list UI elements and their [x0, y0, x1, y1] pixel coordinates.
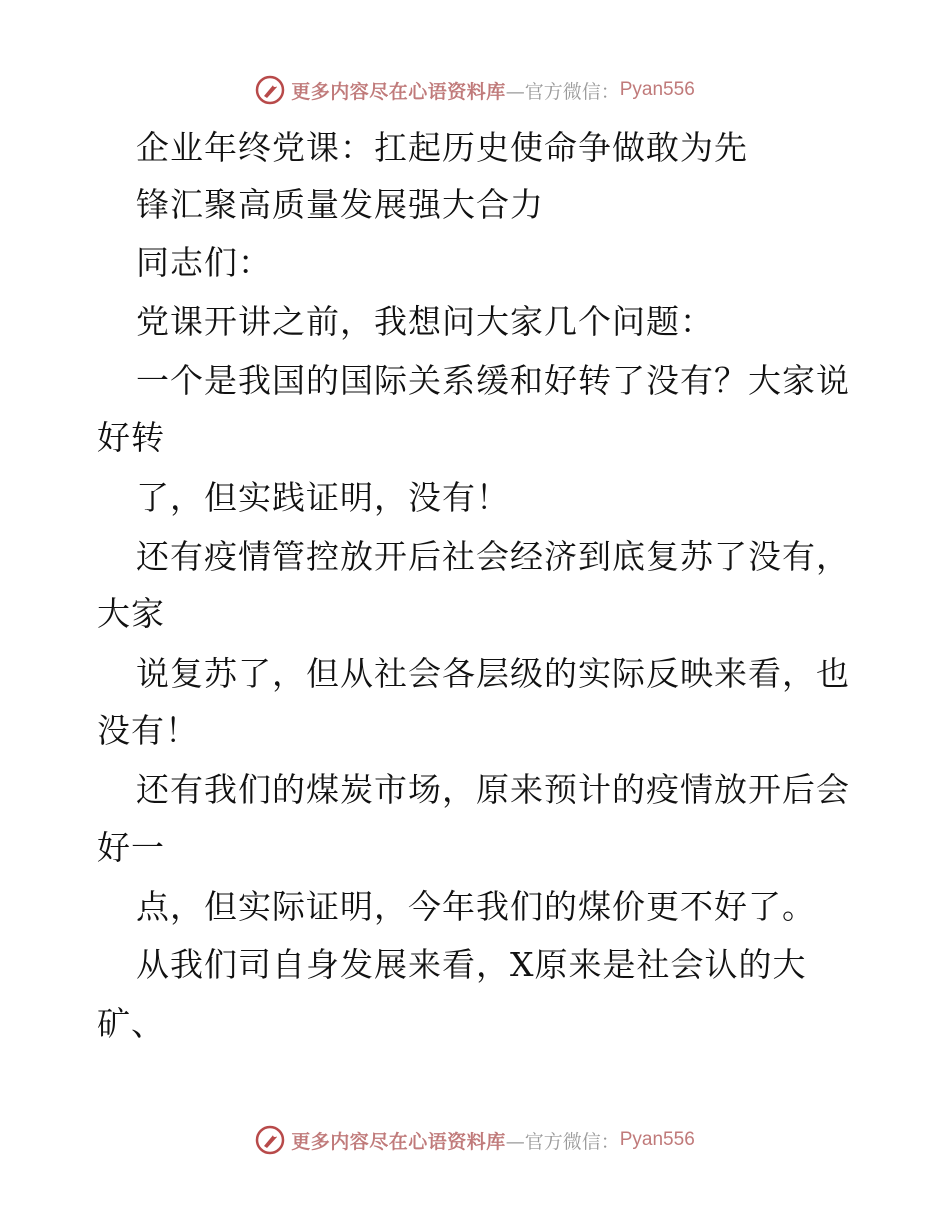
paragraph-line: 一个是我国的国际关系缓和好转了没有？大家说	[136, 361, 850, 400]
paragraph-line: 没有！	[97, 711, 199, 750]
paragraph-line: 还有疫情管控放开后社会经济到底复苏了没有，	[136, 537, 850, 576]
watermark-wechat-id: Pyan556	[619, 1129, 695, 1150]
paragraph-line: 了，但实践证明，没有！	[136, 478, 510, 517]
watermark-text: 更多内容尽在心语资料库	[291, 80, 506, 103]
paragraph-line: 大家	[97, 594, 165, 633]
watermark-separator: —官方微信：	[505, 1130, 620, 1153]
paragraph-line: 从我们司自身发展来看，X原来是社会认的大	[136, 945, 807, 984]
watermark-text: 更多内容尽在心语资料库	[291, 1130, 506, 1153]
paragraph-line: 还有我们的煤炭市场，原来预计的疫情放开后会	[136, 770, 850, 809]
paragraph-line: 说复苏了，但从社会各层级的实际反映来看，也	[136, 654, 850, 693]
title-line-2: 锋汇聚高质量发展强大合力	[136, 185, 544, 224]
paragraph-line: 矿、	[97, 1004, 165, 1043]
watermark-wechat-id: Pyan556	[619, 79, 695, 100]
paragraph-line: 好转	[97, 418, 165, 457]
paragraph-line: 点，但实际证明，今年我们的煤价更不好了。	[136, 887, 816, 926]
watermark-separator: —官方微信：	[505, 80, 620, 103]
pen-nib-seal-icon	[255, 1125, 285, 1155]
pen-nib-seal-icon	[255, 75, 285, 105]
footer-watermark	[0, 1120, 950, 1160]
paragraph-line: 好一	[97, 828, 165, 867]
salutation: 同志们：	[136, 243, 272, 282]
header-watermark	[0, 70, 950, 110]
paragraph-line: 党课开讲之前，我想问大家几个问题：	[136, 302, 714, 341]
title-line-1: 企业年终党课：扛起历史使命争做敢为先	[136, 128, 748, 167]
